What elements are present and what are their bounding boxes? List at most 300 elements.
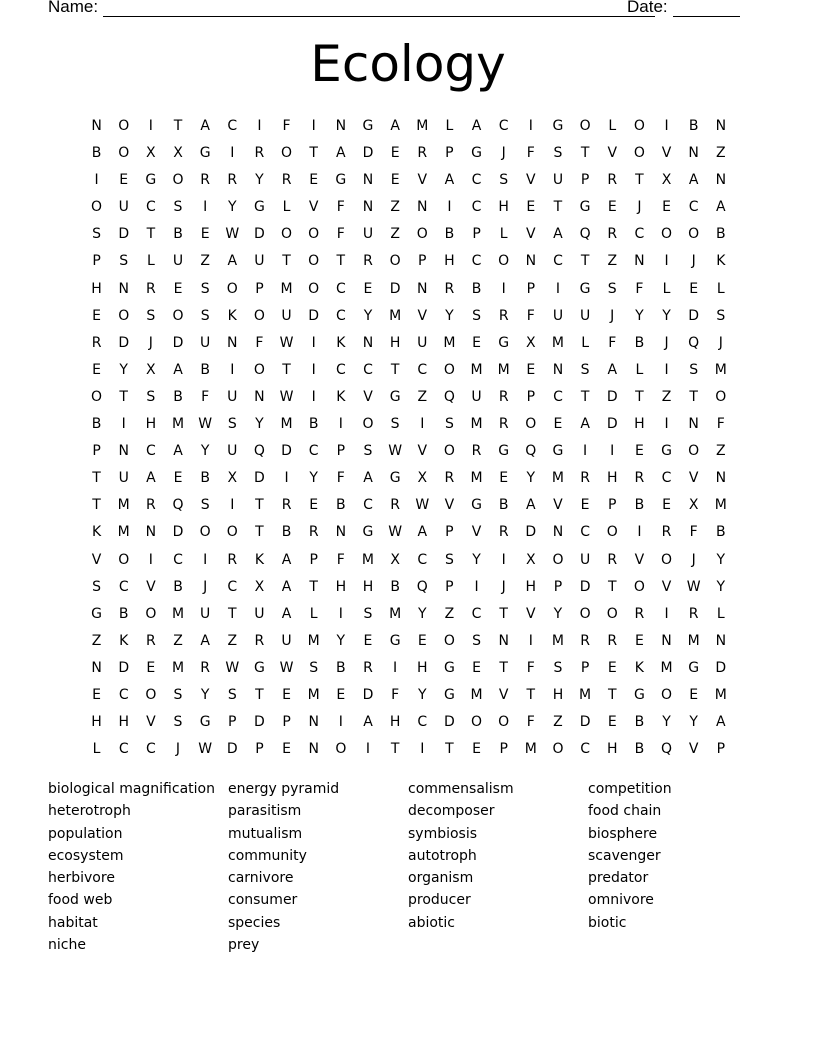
grid-letter[interactable]: R xyxy=(363,659,373,676)
grid-letter[interactable]: O xyxy=(498,253,510,270)
grid-letter[interactable]: F xyxy=(716,416,725,433)
grid-letter[interactable]: X xyxy=(661,172,672,189)
grid-letter[interactable]: Y xyxy=(662,307,671,324)
grid-letter[interactable]: C xyxy=(553,253,563,270)
grid-letter[interactable]: C xyxy=(471,605,482,622)
grid-letter[interactable]: N xyxy=(335,524,347,541)
grid-letter[interactable]: N xyxy=(362,334,374,351)
grid-letter[interactable]: T xyxy=(607,578,617,595)
grid-letter[interactable]: W xyxy=(279,334,294,351)
grid-letter[interactable]: H xyxy=(335,578,347,595)
grid-letter[interactable]: T xyxy=(92,497,101,514)
grid-letter[interactable]: G xyxy=(661,443,672,460)
grid-letter[interactable]: S xyxy=(173,199,183,216)
grid-letter[interactable]: E xyxy=(309,497,319,514)
grid-letter[interactable]: U xyxy=(579,551,591,568)
grid-letter[interactable]: W xyxy=(279,659,294,676)
grid-letter[interactable]: E xyxy=(309,172,319,189)
grid-letter[interactable]: O xyxy=(308,253,320,270)
grid-letter[interactable]: V xyxy=(146,578,156,595)
grid-letter[interactable]: Y xyxy=(689,714,698,731)
grid-letter[interactable]: B xyxy=(688,118,699,134)
grid-letter[interactable]: M xyxy=(687,632,700,649)
grid-letter[interactable]: A xyxy=(716,199,726,216)
grid-letter[interactable]: H xyxy=(444,253,455,270)
grid-letter[interactable]: D xyxy=(688,307,700,324)
grid-letter[interactable]: C xyxy=(145,741,156,758)
grid-letter[interactable]: T xyxy=(580,145,590,162)
grid-letter[interactable]: R xyxy=(200,172,210,189)
grid-letter[interactable]: F xyxy=(255,334,264,351)
grid-letter[interactable]: I xyxy=(528,118,533,134)
grid-letter[interactable]: Z xyxy=(417,388,428,405)
grid-letter[interactable]: M xyxy=(389,307,402,324)
grid-letter[interactable]: E xyxy=(119,172,129,189)
grid-letter[interactable]: Q xyxy=(172,497,184,514)
grid-letter[interactable]: O xyxy=(552,551,564,568)
grid-letter[interactable]: G xyxy=(145,172,157,189)
grid-letter[interactable]: I xyxy=(365,741,371,758)
grid-letter[interactable]: S xyxy=(472,307,481,324)
grid-letter[interactable]: M xyxy=(579,686,592,703)
grid-letter[interactable]: L xyxy=(499,226,508,243)
grid-letter[interactable]: G xyxy=(552,443,564,460)
grid-letter[interactable]: T xyxy=(282,361,291,378)
grid-letter[interactable]: O xyxy=(579,118,591,134)
grid-letter[interactable]: B xyxy=(390,578,400,595)
grid-letter[interactable]: M xyxy=(524,741,537,758)
grid-letter[interactable]: O xyxy=(661,551,673,568)
grid-letter[interactable]: O xyxy=(118,145,130,162)
grid-letter[interactable]: E xyxy=(689,686,699,703)
grid-letter[interactable]: J xyxy=(175,741,181,758)
grid-letter[interactable]: H xyxy=(91,280,102,297)
grid-letter[interactable]: B xyxy=(634,714,645,731)
grid-letter[interactable]: K xyxy=(227,307,237,324)
grid-letter[interactable]: W xyxy=(388,524,403,541)
grid-letter[interactable]: J xyxy=(203,578,208,595)
grid-letter[interactable]: T xyxy=(227,605,237,622)
grid-letter[interactable]: P xyxy=(92,443,101,460)
grid-letter[interactable]: E xyxy=(282,741,291,758)
grid-letter[interactable]: O xyxy=(443,361,455,378)
grid-letter[interactable]: M xyxy=(470,470,483,487)
grid-letter[interactable]: P xyxy=(445,578,454,595)
grid-letter[interactable]: E xyxy=(363,280,373,297)
grid-letter[interactable]: U xyxy=(118,199,129,216)
grid-letter[interactable]: R xyxy=(227,551,238,568)
grid-letter[interactable]: F xyxy=(526,307,535,324)
grid-letter[interactable]: C xyxy=(227,578,238,595)
grid-letter[interactable]: N xyxy=(308,714,319,731)
grid-letter[interactable]: S xyxy=(92,226,102,243)
grid-letter[interactable]: I xyxy=(148,551,153,568)
grid-letter[interactable]: E xyxy=(363,632,373,649)
grid-letter[interactable]: N xyxy=(715,632,727,649)
grid-letter[interactable]: X xyxy=(390,551,400,568)
grid-letter[interactable]: D xyxy=(118,334,130,351)
grid-letter[interactable]: J xyxy=(637,199,642,216)
grid-letter[interactable]: E xyxy=(92,686,101,703)
grid-letter[interactable]: U xyxy=(552,172,564,189)
grid-letter[interactable]: X xyxy=(227,470,238,487)
grid-letter[interactable]: A xyxy=(281,578,292,595)
grid-letter[interactable]: N xyxy=(715,172,727,189)
grid-letter[interactable]: I xyxy=(420,741,425,758)
grid-letter[interactable]: R xyxy=(471,443,482,460)
grid-letter[interactable]: T xyxy=(499,659,508,676)
grid-letter[interactable]: R xyxy=(580,470,590,487)
grid-letter[interactable]: B xyxy=(336,497,346,514)
grid-letter[interactable]: S xyxy=(173,686,183,703)
grid-letter[interactable]: F xyxy=(336,470,345,487)
grid-letter[interactable]: P xyxy=(282,714,291,731)
grid-letter[interactable]: D xyxy=(444,714,455,731)
grid-letter[interactable]: Z xyxy=(227,632,238,649)
grid-letter[interactable]: C xyxy=(688,199,699,216)
grid-letter[interactable]: A xyxy=(227,253,238,270)
grid-letter[interactable]: A xyxy=(444,172,455,189)
grid-letter[interactable]: S xyxy=(146,307,156,324)
grid-letter[interactable]: R xyxy=(444,280,455,297)
grid-letter[interactable]: N xyxy=(525,253,537,270)
grid-letter[interactable]: I xyxy=(230,361,235,378)
grid-letter[interactable]: X xyxy=(417,470,428,487)
grid-letter[interactable]: X xyxy=(146,361,156,378)
grid-letter[interactable]: L xyxy=(716,605,725,622)
grid-letter[interactable]: V xyxy=(417,307,428,324)
grid-letter[interactable]: S xyxy=(363,605,373,622)
grid-letter[interactable]: S xyxy=(553,659,563,676)
grid-letter[interactable]: E xyxy=(282,686,291,703)
grid-letter[interactable]: I xyxy=(447,199,452,216)
grid-letter[interactable]: T xyxy=(119,388,128,405)
grid-letter[interactable]: O xyxy=(281,226,293,243)
grid-letter[interactable]: Y xyxy=(662,714,671,731)
grid-letter[interactable]: E xyxy=(390,145,400,162)
grid-letter[interactable]: Y xyxy=(553,605,563,622)
grid-letter[interactable]: I xyxy=(203,199,208,216)
grid-letter[interactable]: B xyxy=(91,145,102,162)
grid-letter[interactable]: J xyxy=(718,334,723,351)
grid-letter[interactable]: R xyxy=(498,307,509,324)
grid-letter[interactable]: E xyxy=(417,632,427,649)
grid-letter[interactable]: A xyxy=(688,172,699,189)
grid-letter[interactable]: O xyxy=(688,226,700,243)
grid-letter[interactable]: S xyxy=(444,551,454,568)
grid-letter[interactable]: A xyxy=(173,443,183,460)
grid-letter[interactable]: Y xyxy=(336,632,346,649)
grid-letter[interactable]: I xyxy=(148,118,153,134)
grid-letter[interactable]: R xyxy=(498,416,509,433)
grid-letter[interactable]: V xyxy=(498,686,509,703)
grid-letter[interactable]: I xyxy=(311,334,316,351)
grid-letter[interactable]: D xyxy=(226,741,238,758)
grid-letter[interactable]: E xyxy=(390,172,400,189)
grid-letter[interactable]: M xyxy=(171,605,185,622)
grid-letter[interactable]: A xyxy=(526,497,536,514)
grid-letter[interactable]: R xyxy=(607,551,618,568)
grid-letter[interactable]: N xyxy=(417,199,428,216)
grid-letter[interactable]: U xyxy=(254,253,265,270)
grid-letter[interactable]: U xyxy=(552,307,564,324)
grid-letter[interactable]: N xyxy=(118,443,129,460)
grid-letter[interactable]: J xyxy=(501,145,506,162)
grid-letter[interactable]: Z xyxy=(716,443,726,460)
grid-letter[interactable]: S xyxy=(553,145,563,162)
grid-letter[interactable]: K xyxy=(254,551,264,568)
grid-letter[interactable]: F xyxy=(391,686,400,703)
grid-letter[interactable]: A xyxy=(200,118,210,134)
grid-letter[interactable]: F xyxy=(282,118,291,134)
grid-letter[interactable]: A xyxy=(553,226,563,243)
grid-letter[interactable]: R xyxy=(607,226,618,243)
grid-letter[interactable]: E xyxy=(92,307,101,324)
grid-letter[interactable]: G xyxy=(443,659,455,676)
grid-letter[interactable]: V xyxy=(146,714,156,731)
grid-letter[interactable]: O xyxy=(226,524,238,541)
grid-letter[interactable]: E xyxy=(689,280,699,297)
grid-letter[interactable]: O xyxy=(308,280,320,297)
grid-letter[interactable]: M xyxy=(714,361,727,378)
grid-letter[interactable]: N xyxy=(552,524,564,541)
grid-letter[interactable]: I xyxy=(230,497,235,514)
grid-letter[interactable]: B xyxy=(118,605,129,622)
grid-letter[interactable]: E xyxy=(553,416,563,433)
grid-letter[interactable]: P xyxy=(553,578,563,595)
grid-letter[interactable]: P xyxy=(526,388,536,405)
grid-letter[interactable]: I xyxy=(637,524,642,541)
grid-letter[interactable]: I xyxy=(230,145,235,162)
grid-letter[interactable]: C xyxy=(335,361,346,378)
grid-letter[interactable]: D xyxy=(118,659,130,676)
grid-letter[interactable]: T xyxy=(689,388,698,405)
grid-letter[interactable]: D xyxy=(389,280,401,297)
grid-letter[interactable]: G xyxy=(471,497,482,514)
grid-letter[interactable]: Z xyxy=(444,605,455,622)
grid-letter[interactable]: R xyxy=(444,470,455,487)
grid-letter[interactable]: G xyxy=(199,145,211,162)
grid-letter[interactable]: P xyxy=(580,659,590,676)
grid-letter[interactable]: U xyxy=(200,334,211,351)
grid-letter[interactable]: X xyxy=(254,578,265,595)
grid-letter[interactable]: J xyxy=(691,253,696,270)
grid-letter[interactable]: I xyxy=(203,551,208,568)
grid-letter[interactable]: E xyxy=(173,470,183,487)
grid-letter[interactable]: U xyxy=(281,632,292,649)
grid-letter[interactable]: O xyxy=(661,686,673,703)
grid-letter[interactable]: K xyxy=(91,524,102,541)
grid-letter[interactable]: Z xyxy=(716,145,726,162)
grid-letter[interactable]: O xyxy=(471,714,483,731)
grid-letter[interactable]: R xyxy=(688,605,699,622)
grid-letter[interactable]: T xyxy=(607,686,617,703)
grid-letter[interactable]: E xyxy=(92,361,101,378)
grid-letter[interactable]: L xyxy=(608,118,617,134)
grid-letter[interactable]: U xyxy=(227,443,238,460)
grid-letter[interactable]: P xyxy=(472,226,481,243)
grid-letter[interactable]: C xyxy=(363,361,373,378)
grid-letter[interactable]: K xyxy=(336,334,346,351)
grid-letter[interactable]: C xyxy=(553,388,563,405)
grid-letter[interactable]: R xyxy=(417,145,428,162)
grid-letter[interactable]: O xyxy=(416,226,428,243)
grid-letter[interactable]: Y xyxy=(526,470,536,487)
grid-letter[interactable]: M xyxy=(307,686,320,703)
grid-letter[interactable]: N xyxy=(145,524,157,541)
grid-letter[interactable]: O xyxy=(715,388,727,405)
grid-letter[interactable]: J xyxy=(610,307,615,324)
grid-letter[interactable]: P xyxy=(92,253,101,270)
grid-letter[interactable]: D xyxy=(308,307,320,324)
grid-letter[interactable]: A xyxy=(607,361,618,378)
grid-letter[interactable]: C xyxy=(417,714,428,731)
grid-letter[interactable]: F xyxy=(689,524,698,541)
grid-letter[interactable]: Y xyxy=(119,361,128,378)
grid-letter[interactable]: T xyxy=(553,199,563,216)
grid-letter[interactable]: G xyxy=(91,605,102,622)
grid-letter[interactable]: O xyxy=(253,361,265,378)
grid-letter[interactable]: C xyxy=(118,741,129,758)
grid-letter[interactable]: C xyxy=(471,172,482,189)
grid-letter[interactable]: P xyxy=(309,551,318,568)
grid-letter[interactable]: O xyxy=(606,605,618,622)
grid-letter[interactable]: A xyxy=(417,524,428,541)
grid-letter[interactable]: Y xyxy=(227,199,237,216)
grid-letter[interactable]: B xyxy=(91,416,102,433)
grid-letter[interactable]: N xyxy=(634,253,645,270)
grid-letter[interactable]: C xyxy=(634,226,645,243)
grid-letter[interactable]: R xyxy=(200,659,210,676)
grid-letter[interactable]: Z xyxy=(390,226,400,243)
grid-letter[interactable]: A xyxy=(363,470,373,487)
grid-letter[interactable]: R xyxy=(498,388,509,405)
grid-letter[interactable]: V xyxy=(526,605,536,622)
grid-letter[interactable]: U xyxy=(579,307,591,324)
grid-letter[interactable]: B xyxy=(336,659,346,676)
grid-letter[interactable]: O xyxy=(552,741,564,758)
grid-letter[interactable]: T xyxy=(526,686,536,703)
grid-letter[interactable]: I xyxy=(528,632,533,649)
grid-letter[interactable]: C xyxy=(145,443,156,460)
grid-letter[interactable]: D xyxy=(715,659,727,676)
grid-letter[interactable]: M xyxy=(443,334,456,351)
grid-letter[interactable]: C xyxy=(227,118,238,134)
grid-letter[interactable]: T xyxy=(390,361,400,378)
grid-letter[interactable]: A xyxy=(281,605,292,622)
grid-letter[interactable]: F xyxy=(526,659,535,676)
grid-letter[interactable]: T xyxy=(390,741,400,758)
grid-letter[interactable]: T xyxy=(309,145,318,162)
grid-letter[interactable]: Y xyxy=(363,307,373,324)
grid-letter[interactable]: E xyxy=(472,334,481,351)
grid-letter[interactable]: T xyxy=(580,253,590,270)
grid-letter[interactable]: Q xyxy=(416,578,428,595)
grid-letter[interactable]: T xyxy=(282,253,291,270)
grid-letter[interactable]: A xyxy=(281,551,292,568)
grid-letter[interactable]: C xyxy=(118,578,129,595)
grid-letter[interactable]: M xyxy=(171,416,185,433)
grid-letter[interactable]: T xyxy=(255,524,264,541)
grid-letter[interactable]: P xyxy=(526,280,536,297)
grid-letter[interactable]: S xyxy=(444,416,454,433)
grid-letter[interactable]: U xyxy=(118,470,129,487)
grid-letter[interactable]: S xyxy=(227,416,237,433)
grid-letter[interactable]: I xyxy=(583,443,588,460)
grid-letter[interactable]: O xyxy=(145,686,157,703)
grid-letter[interactable]: N xyxy=(715,118,727,134)
grid-letter[interactable]: W xyxy=(686,578,701,595)
grid-letter[interactable]: N xyxy=(91,659,102,676)
grid-letter[interactable]: M xyxy=(551,632,564,649)
grid-letter[interactable]: B xyxy=(498,497,509,514)
name-blank-line[interactable] xyxy=(103,16,655,17)
grid-letter[interactable]: T xyxy=(580,388,590,405)
grid-letter[interactable]: V xyxy=(471,524,482,541)
grid-letter[interactable]: T xyxy=(336,253,346,270)
grid-letter[interactable]: B xyxy=(634,334,645,351)
grid-letter[interactable]: F xyxy=(635,280,644,297)
grid-letter[interactable]: D xyxy=(172,524,184,541)
grid-letter[interactable]: Q xyxy=(253,443,265,460)
grid-letter[interactable]: G xyxy=(362,524,374,541)
grid-letter[interactable]: J xyxy=(664,334,669,351)
grid-letter[interactable]: O xyxy=(525,416,537,433)
grid-letter[interactable]: S xyxy=(390,416,400,433)
grid-letter[interactable]: C xyxy=(417,551,428,568)
grid-letter[interactable]: U xyxy=(417,334,428,351)
grid-letter[interactable]: O xyxy=(498,714,510,731)
grid-letter[interactable]: N xyxy=(362,172,374,189)
grid-letter[interactable]: I xyxy=(474,578,479,595)
grid-letter[interactable]: M xyxy=(416,118,429,134)
grid-letter[interactable]: H xyxy=(362,578,374,595)
grid-letter[interactable]: S xyxy=(363,443,373,460)
grid-letter[interactable]: A xyxy=(200,632,210,649)
grid-letter[interactable]: N xyxy=(688,416,699,433)
grid-letter[interactable]: M xyxy=(280,416,293,433)
grid-letter[interactable]: B xyxy=(281,524,292,541)
grid-letter[interactable]: C xyxy=(417,361,428,378)
grid-letter[interactable]: J xyxy=(148,334,153,351)
grid-letter[interactable]: R xyxy=(145,280,156,297)
grid-letter[interactable]: S xyxy=(227,686,237,703)
grid-letter[interactable]: C xyxy=(308,443,319,460)
grid-letter[interactable]: E xyxy=(472,741,481,758)
grid-letter[interactable]: M xyxy=(551,334,564,351)
grid-letter[interactable]: H xyxy=(145,416,157,433)
grid-letter[interactable]: A xyxy=(336,145,346,162)
grid-letter[interactable]: N xyxy=(498,632,509,649)
grid-letter[interactable]: M xyxy=(117,497,130,514)
grid-letter[interactable]: I xyxy=(664,118,669,134)
grid-letter[interactable]: R xyxy=(661,524,672,541)
grid-letter[interactable]: E xyxy=(526,199,536,216)
grid-letter[interactable]: G xyxy=(498,334,510,351)
grid-letter[interactable]: F xyxy=(336,551,345,568)
grid-letter[interactable]: E xyxy=(336,686,346,703)
grid-letter[interactable]: J xyxy=(691,551,696,568)
grid-letter[interactable]: B xyxy=(200,361,210,378)
grid-letter[interactable]: R xyxy=(145,497,156,514)
grid-letter[interactable]: Q xyxy=(688,334,700,351)
grid-letter[interactable]: O xyxy=(118,307,130,324)
grid-letter[interactable]: Y xyxy=(472,551,481,568)
grid-letter[interactable]: H xyxy=(552,686,564,703)
grid-letter[interactable]: I xyxy=(338,416,343,433)
grid-letter[interactable]: P xyxy=(228,714,237,731)
grid-letter[interactable]: C xyxy=(498,118,509,134)
